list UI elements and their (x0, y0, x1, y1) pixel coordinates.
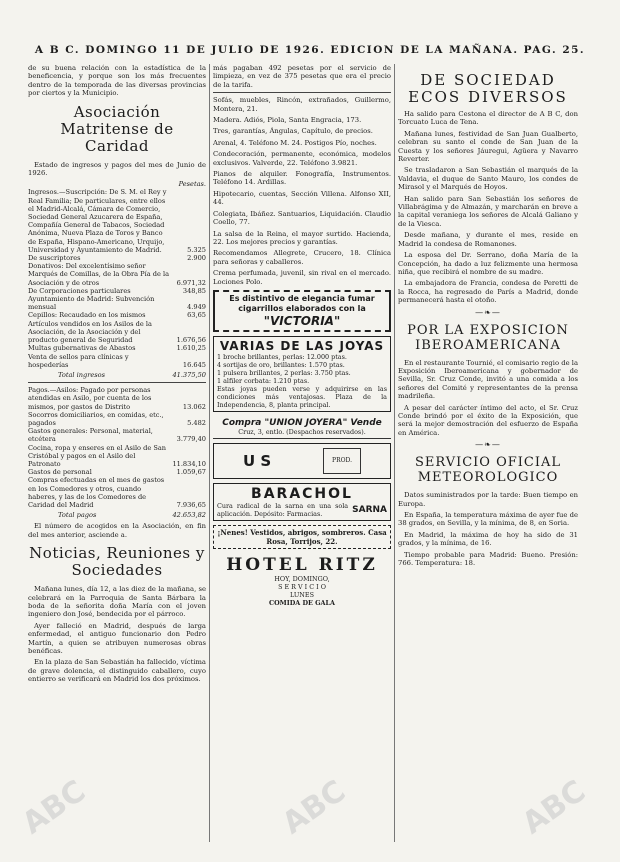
ad-title: VARIAS DE LAS JOYAS (219, 338, 385, 353)
subtitle-text: Estado de ingresos y pagos del mes de Junio de 1926. (28, 160, 206, 178)
social-paragraph: Mañana lunes, festividad de San Juan Gualberto, celebran su santo el conde de San Juan de la Cuesta y los señores Jáuregui, Agüera y Navarro Reverter. (398, 129, 578, 164)
table-row: Cepillos: Recaudado en los mismos 63,65 (28, 311, 206, 320)
classified-ad: Colegiata, Ibáñez. Santuarios, Liquidación. Claudio Coello, 77. (213, 209, 391, 227)
ad-line: COMIDA DE GALA (269, 598, 335, 607)
table-row: Gastos de personal 1.059,67 (28, 468, 206, 477)
product-logo: PROD. (323, 448, 361, 474)
social-paragraph: La esposa del Dr. Serrano, doña María de la Concepción, ha dado a luz felizmente una hermosa niña, que recibirá el nombre de su madre. (398, 251, 578, 276)
ad-us (213, 443, 391, 479)
ad-line: LUNES (290, 590, 314, 599)
section-subtitle-ecos: ECOS DIVERSOS (408, 88, 568, 106)
classified-ad: Recomendamos Allegrete, Crucero, 18. Clínica para señoras y caballeros. (213, 249, 391, 266)
column-divider (209, 64, 210, 842)
classified-ad: La salsa de la Reina, el mayor surtido. Hacienda, 22. Los mejores precios y garantías. (213, 229, 391, 246)
ad-side: SARNA (352, 504, 387, 515)
section-title-sociedad: DE SOCIEDAD (420, 71, 556, 89)
table-row: Donativos: Del excelentísimo señor Marqués de Comillas, de la Obra Pía de la Asociación y de otros 6.971,32 (28, 262, 206, 287)
column-middle (213, 64, 391, 842)
weather-paragraph: Tiempo probable para Madrid: Bueno. Presión: 766. Temperatura: 18. (398, 550, 578, 568)
watermark-logo: ABC (516, 773, 592, 842)
classified-ad: Pianos de alquiler. Fonografía, Instrumentos. Teléfono 14. Ardillas. (213, 170, 391, 187)
intro-text: más pagaban 492 pesetas por el servicio de limpieza, en vez de 375 pesetas que era el precio de la tarifa. (213, 64, 391, 89)
total-row: Total pagos 42.653,82 (58, 511, 206, 520)
watermark-logo: ABC (16, 773, 92, 842)
ad-brand: HOTEL RITZ (226, 554, 378, 575)
weather-paragraph: Datos suministrados por la tarde: Buen tiempo en Europa. (398, 491, 578, 508)
ad-brand: "VICTORIA" (263, 313, 341, 328)
classified-ad: Madera. Adiós, Piola, Santa Engracia, 173. (213, 116, 362, 125)
news-paragraph: En la plaza de San Sebastián ha fallecido, víctima de grave dolencia, el distinguido caballero, cuyo entierro se verificará en Madrid los dos próximos. (28, 658, 206, 684)
payments-table (28, 386, 206, 519)
section-title-meteorologico: SERVICIO OFICIAL METEOROLOGICO (414, 455, 562, 486)
ad-line: HOY, DOMINGO, (274, 574, 330, 583)
news-paragraph: Ayer falleció en Madrid, después de larga enfermedad, el antiguo funcionario don Pedro Martín, a quien se atribuyen numerosas obras benéficas. (28, 621, 206, 656)
section-title-exposicion: POR LA EXPOSICION IBEROAMERICANA (407, 322, 569, 353)
ad-hotel-ritz (213, 553, 391, 609)
table-row: Venta de sellos para clínicas y hospederías 16.645 (28, 352, 206, 369)
ad-union-joyera (213, 416, 391, 439)
ad-sub: Cruz, 3, entlo. (Despachos reservados). (238, 427, 366, 436)
table-row: Ayuntamiento de Madrid: Subvención mensual 4.949 (28, 295, 206, 312)
table-row: Compras efectuadas en el mes de gastos en los Comedores y otros, cuando haberes, y las de los Comedores de Caridad del Madrid 7.936,65 (28, 476, 206, 509)
news-paragraph: Mañana lunes, día 12, a las diez de la mañana, se celebrará en la Parroquia de Santa Bárbara la boda de la señorita doña María con el joven ingeniero don José, bendecida por el párroco. (28, 585, 206, 619)
ad-victoria (213, 290, 391, 332)
total-row: Total ingresos 41.375,50 (58, 370, 206, 379)
ad-line: S E R V I C I O (278, 582, 326, 591)
table-header: Pesetas. (178, 180, 206, 189)
table-row: Multas gubernativas de Abastos 1.610,25 (28, 344, 206, 353)
classified-ad: Tres, garantías, Ángulas, Capítulo, de precios. (213, 127, 373, 136)
table-row: Socorros domiciliarios, en comidas, etc., pagados 5.482 (28, 410, 206, 427)
table-row: De Corporaciones particulares 348,85 (28, 286, 206, 295)
table-row: Pagos.—Asilos: Pagado por personas atendidas en Asilo, por cuenta de los mismos, por gastos de Distrito 13.062 (28, 386, 206, 411)
classified-ad: Condecoración, permanente, económica, modelos exclusivos. Valverde, 22. Teléfono 3.9821. (213, 150, 391, 167)
watermark-logo: ABC (276, 773, 352, 842)
ad-text: Compra "UNION JOYERA" Vende (222, 417, 382, 428)
section-title-caridad: Asociación Matritense de Caridad (60, 102, 174, 155)
ad-nenes (213, 525, 391, 549)
expo-paragraph: En el restaurante Tournié, el comisario regio de la Exposición Iberoamericana y gobernador de Sevilla, Sr. Cruz Conde, invitó a una comida a los señores del Comité y representantes de la prensa madrileña. (398, 358, 578, 401)
ad-item: 4 sortijas de oro, brillantes: 1.570 ptas. (217, 360, 345, 369)
weather-paragraph: En España, la temperatura máxima de ayer fue de 38 grados, en Sevilla, y la mínima, de 8, en Soria. (398, 511, 578, 528)
table-row: Gastos generales: Personal, material, etcétera 3.779,40 (28, 427, 206, 444)
ad-text: Cura radical de la sarna en una sola aplicación. Depósito: Farmacias. (217, 501, 349, 518)
rule (213, 92, 391, 93)
classified-ad: Arenal, 4. Teléfono M. 24. Postigos Pío, noches. (213, 138, 377, 147)
page-header: A B C. DOMINGO 11 DE JULIO DE 1926. EDICION DE LA MAÑANA. PAG. 25. (34, 44, 586, 56)
social-paragraph: Han salido para San Sebastián los señores de Villabrágima y de Almazán, y marcharán en breve a la capital veraniega los señores de Alcalá Galiano y de la Viesca. (398, 194, 578, 228)
ad-item: 1 alfiler corbata: 1.210 ptas. (217, 376, 310, 385)
ad-text: ¡Nenes! Vestidos, abrigos, sombreros. Casa Rosa, Torrijos, 22. (217, 527, 387, 546)
column-right (398, 64, 578, 842)
classified-ad: Sofás, muebles, Rincón, extrañados, Guillermo, Montera, 21. (213, 96, 391, 113)
ad-text: Es distintivo de elegancia fumar cigarrillos elaborados con la (229, 293, 375, 313)
ad-note: Estas joyas pueden verse y adquirirse en las condiciones más ventajosas. Plaza de la Independencia, 8, planta principal. (217, 384, 387, 409)
table-row: Artículos vendidos en los Asilos de la Asociación, de la Asociación y del producto general de Seguridad 1.676,56 (28, 319, 206, 345)
table-row: Ingresos.—Suscripción: De S. M. el Rey y Real Familia; De particulares, entre ellos el Madrid-Alcalá, Cámara de Comercio, Sociedad General Azucarera de España, Compañía General de Tabacos, Sociedad Anónima, Nueva Plaza de Toros y Banco de España, Hispano-Americano, Urquijo, Universidad y Ayuntamiento de Madrid. 5.325 (28, 188, 206, 254)
classified-ad: Hipotecario, cuentas, Sección Villena. Alfonso XII, 44. (213, 189, 391, 207)
classified-ad: Crema perfumada, juvenil, sin rival en el mercado. Lociones Polo. (213, 269, 391, 286)
ad-barachol (213, 483, 391, 521)
table-row: De suscriptores 2.900 (28, 254, 206, 263)
ad-item: 1 broche brillantes, perlas: 12.000 ptas. (217, 352, 347, 361)
social-paragraph: Desde mañana, y durante el mes, reside en Madrid la condesa de Romanones. (398, 231, 578, 248)
section-title-noticias: Noticias, Reuniones y Sociedades (29, 544, 205, 580)
ad-item: 1 pulsera brillantes, 2 perlas: 3.750 ptas. (217, 368, 351, 377)
income-table (28, 188, 206, 379)
column-divider (394, 64, 395, 842)
expo-paragraph: A pesar del carácter íntimo del acto, el Sr. Cruz Conde brindó por el éxito de la Exposición, que será la mejor demostración del esfuerzo de España en América. (398, 403, 578, 437)
intro-text: de su buena relación con la estadística de la beneficencia, y porque son los más frecuentes dentro de la temporada de las diversas provincias por ciertos y la Municipio. (28, 64, 206, 98)
table-row: Cocina, ropa y enseres en el Asilo de San Cristóbal y pagos en el Asilo del Patronato 11.834,10 (28, 443, 206, 468)
ad-joyas (213, 336, 391, 412)
social-paragraph: Se trasladaron a San Sebastián el marqués de la Valdavia, el duque de Santo Mauro, los condes de Mirasol y el Marqués de Hoyos. (398, 166, 578, 192)
rule (28, 382, 206, 383)
column-left (28, 64, 206, 842)
ad-title: U S (242, 451, 272, 470)
footnote-text: El número de acogidos en la Asociación, en fin del mes anterior, asciende a. (28, 522, 206, 539)
ad-brand: BARACHOL (251, 485, 353, 502)
social-paragraph: Ha salido para Cestona el director de A B C, don Torcuato Luca de Tena. (398, 110, 578, 127)
ornament-divider: —❧— (475, 307, 501, 317)
weather-paragraph: En Madrid, la máxima de hoy ha sido de 31 grados, y la mínima, de 16. (398, 530, 578, 548)
ornament-divider: —❧— (475, 440, 501, 450)
social-paragraph: La embajadora de Francia, condesa de Peretti de la Rocca, ha regresado de París a Madrid, donde permanecerá hasta el otoño. (398, 279, 578, 305)
